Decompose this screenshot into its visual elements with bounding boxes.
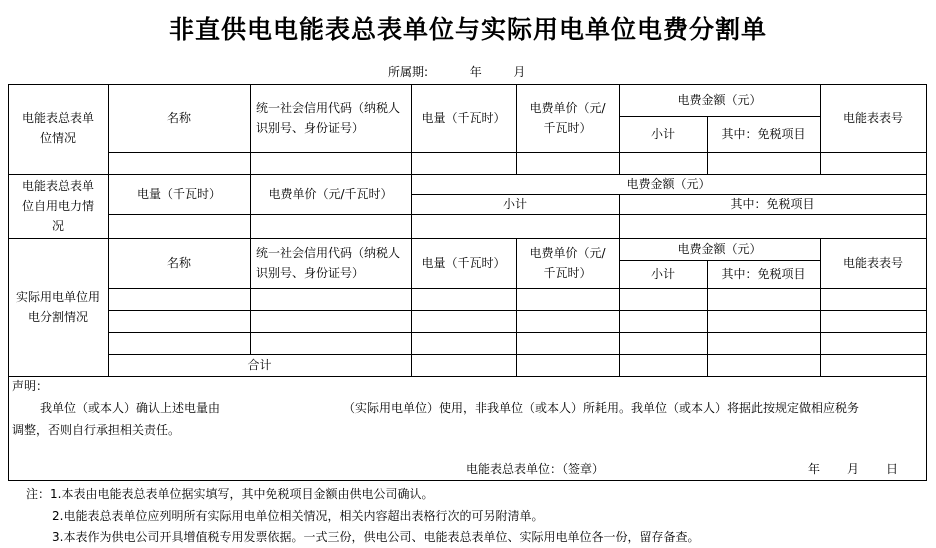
declaration-heading: 声明： bbox=[12, 379, 49, 393]
section1-unit-price-header: 电费单价（元/千瓦时） bbox=[529, 101, 606, 135]
section3-subtotal-header: 小计 bbox=[650, 267, 675, 281]
table-hline bbox=[108, 332, 927, 333]
table-hline bbox=[108, 310, 927, 311]
section2-tax-free-header: 其中：免税项目 bbox=[730, 197, 815, 211]
note-line-1: 注：1.本表由电能表总表单位据实填写，其中免税项目金额由供电公司确认。 bbox=[26, 487, 434, 501]
declaration-text-part2: （实际用电单位）使用，非我单位（或本人）所耗用。我单位（或本人）将据此按规定做相应税务 bbox=[343, 401, 860, 415]
section1-row-label: 电能表总表单位情况 bbox=[21, 111, 94, 145]
section3-kwh-header: 电量（千瓦时） bbox=[421, 256, 506, 270]
section2-unit-price-header: 电费单价（元/千瓦时） bbox=[268, 187, 393, 201]
section1-meter-no-header: 电能表表号 bbox=[842, 111, 903, 125]
section2-amount-header: 电费金额（元） bbox=[626, 177, 711, 191]
table-hline bbox=[8, 376, 927, 377]
section3-credit-code-header: 统一社会信用代码（纳税人识别号、身份证号） bbox=[256, 246, 401, 280]
table-hline bbox=[8, 480, 927, 481]
declaration-date-day: 日 bbox=[886, 462, 899, 476]
period-month-label: 月 bbox=[513, 65, 526, 79]
declaration-date-month: 月 bbox=[847, 462, 860, 476]
section2-row-label: 电能表总表单位自用电力情况 bbox=[21, 179, 94, 233]
section3-amount-header: 电费金额（元） bbox=[677, 242, 762, 256]
section3-tax-free-header: 其中：免税项目 bbox=[721, 267, 806, 281]
section1-name-header: 名称 bbox=[166, 111, 191, 125]
period-label: 所属期: bbox=[388, 65, 429, 79]
section1-kwh-header: 电量（千瓦时） bbox=[421, 111, 506, 125]
section1-credit-code-header: 统一社会信用代码（纳税人识别号、身份证号） bbox=[256, 101, 401, 135]
declaration-signature-label: 电能表总表单位：（签章） bbox=[466, 462, 605, 476]
table-hline bbox=[108, 288, 927, 289]
period-year-label: 年 bbox=[469, 65, 482, 79]
section1-amount-header: 电费金额（元） bbox=[677, 93, 762, 107]
section3-unit-price-header: 电费单价（元/千瓦时） bbox=[529, 246, 606, 280]
section3-name-header: 名称 bbox=[166, 256, 191, 270]
form-title: 非直供电电能表总表单位与实际用电单位电费分割单 bbox=[168, 15, 767, 44]
section3-total-label: 合计 bbox=[247, 358, 272, 372]
section1-subtotal-header: 小计 bbox=[650, 127, 675, 141]
period-line bbox=[388, 63, 525, 80]
note-line-3: 3.本表作为供电公司开具增值税专用发票依据。一式三份，供电公司、电能表总表单位、实际用电单位各一份，留存备查。 bbox=[52, 530, 700, 544]
section3-meter-no-header: 电能表表号 bbox=[842, 256, 903, 270]
declaration-date-year: 年 bbox=[808, 462, 821, 476]
declaration-text-part1: 我单位（或本人）确认上述电量由 bbox=[40, 401, 221, 415]
section2-kwh-header: 电量（千瓦时） bbox=[136, 187, 221, 201]
section3-row-label: 实际用电单位用电分割情况 bbox=[16, 290, 101, 324]
table-vline bbox=[926, 84, 927, 481]
note-line-2: 2.电能表总表单位应列明所有实际用电单位相关情况，相关内容超出表格行次的可另附清单。 bbox=[52, 509, 544, 523]
table-hline bbox=[108, 152, 927, 153]
declaration-text-line2: 调整，否则自行承担相关责任。 bbox=[12, 423, 181, 437]
section1-tax-free-header: 其中：免税项目 bbox=[721, 127, 806, 141]
section2-subtotal-header: 小计 bbox=[502, 197, 527, 211]
table-hline bbox=[108, 214, 927, 215]
